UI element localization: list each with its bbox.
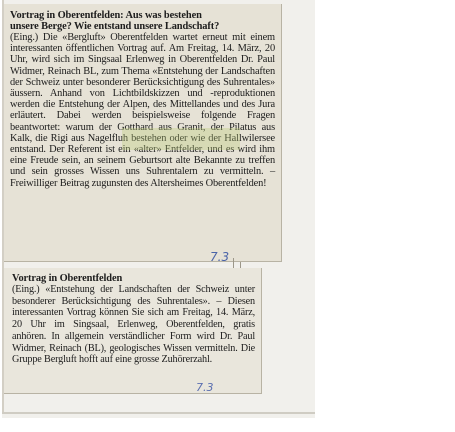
newspaper-clipping-top: [4, 4, 282, 262]
article-body: (Eing.) «Entstehung der Landschaften der Schweiz unter besonderer Berücksichtigung des Suhrentales». – Diesen interessanten Vortrag können Sie sich am Freitag, 14. März, 20 Uhr im Singsaal, Erlenweg, Oberentfelden, gratis anhören. In allgemein verständlicher Form wird Dr. Paul Widmer, Reinach (BL), geologisches Wissen vermitteln. Die Gruppe Bergluft hofft auf eine grosse Zuhörerzahl.: [12, 284, 255, 366]
article-body: (Eing.) Die «Bergluft» Oberentfelden wartet erneut mit einem interessanten öffentlichen Vortrag auf. Am Freitag, 14. März, 20 Uhr, wird sich im Singsaal Erlenweg in Oberentfelden Dr. Paul Widmer, Reinach BL, zum Thema «Entstehung der Landschaften der Schweiz unter besonderer Berücksichtigung des Suhrentales» äussern. Anhand von Lichtbildskizzen und -reproduktionen werden die Entstehung der Alpen, des Mittellandes und des Jura erläutert. Dabei werden beispielsweise folgende Fragen beantwortet: warum der Gotthard aus Granit, der Pilatus aus Kalk, die Rigi aus Nagelfluh bestehen oder wie der Hallwilersee entstand. Der Referent ist ein «alter» Entfelder, und es wird ihm eine Freude sein, an seinem Geburtsort alte Bekannte zu treffen und sein grosses Wissen uns Suhrentalern zu vermitteln. – Freiwilliger Beitrag zugunsten des Altersheimes Oberentfelden!: [10, 32, 275, 189]
pencil-annotation: 7.3: [196, 381, 214, 394]
headline-line-2: unsere Berge? Wie entstand unsere Landschaft?: [10, 21, 220, 32]
article-headline: Vortrag in Oberentfelden: [12, 273, 123, 284]
headline-line-1: Vortrag in Oberentfelden: Aus was bestehen: [10, 10, 202, 21]
article-headline: [10, 10, 275, 32]
newspaper-clipping-bottom: [4, 268, 262, 394]
page-divider: [2, 412, 315, 414]
blank-margin: [315, 0, 455, 432]
pencil-annotation: 7.3: [210, 250, 230, 264]
